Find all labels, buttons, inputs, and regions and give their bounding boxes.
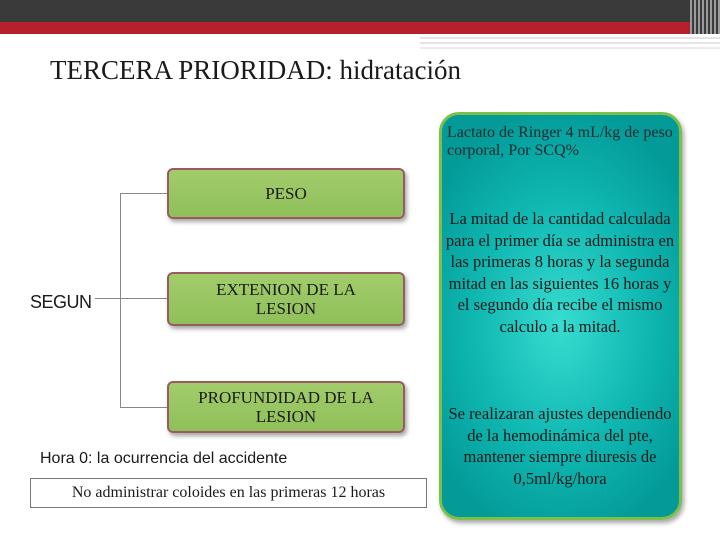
bracket-line-extension <box>95 298 168 299</box>
header-line-decoration <box>420 34 720 64</box>
lactato-text: Lactato de Ringer 4 mL/kg de peso corporal, Por SCQ% <box>447 124 673 159</box>
header-dark-bar <box>0 0 720 22</box>
criteria-box-profundidad <box>167 381 405 433</box>
criteria-box-label: EXTENION DE LA LESION <box>216 280 356 318</box>
root-label: SEGUN <box>30 292 92 312</box>
mitad-text: La mitad de la cantidad calculada para el primer día se administra en las primeras 8 horas y la segunda mitad en las siguientes 16 horas y el segundo día recibe el mismo calculo a la mitad. <box>445 209 675 336</box>
slide-title: TERCERA PRIORIDAD: hidratación <box>50 55 461 85</box>
hora-note: Hora 0: la ocurrencia del accidente <box>40 450 288 467</box>
header-red-bar <box>0 22 720 34</box>
bracket-line-profundidad <box>120 407 168 408</box>
criteria-box-peso <box>167 168 405 219</box>
bracket-vertical-line <box>120 193 169 407</box>
criteria-box-extension <box>167 272 405 326</box>
no-administrar-text: No administrar coloides en las primeras 12 horas <box>71 484 386 501</box>
ajustes-text: Se realizaran ajustes dependiendo de la hemodinámica del pte, mantener siempre diuresis de 0,5ml/kg/hora <box>448 404 672 488</box>
criteria-box-label: PROFUNDIDAD DE LA LESION <box>198 388 374 426</box>
bracket-line-peso <box>120 193 168 194</box>
criteria-box-label: PESO <box>265 184 307 203</box>
no-administrar-note <box>30 478 427 508</box>
header-stripe-decoration <box>690 0 720 34</box>
